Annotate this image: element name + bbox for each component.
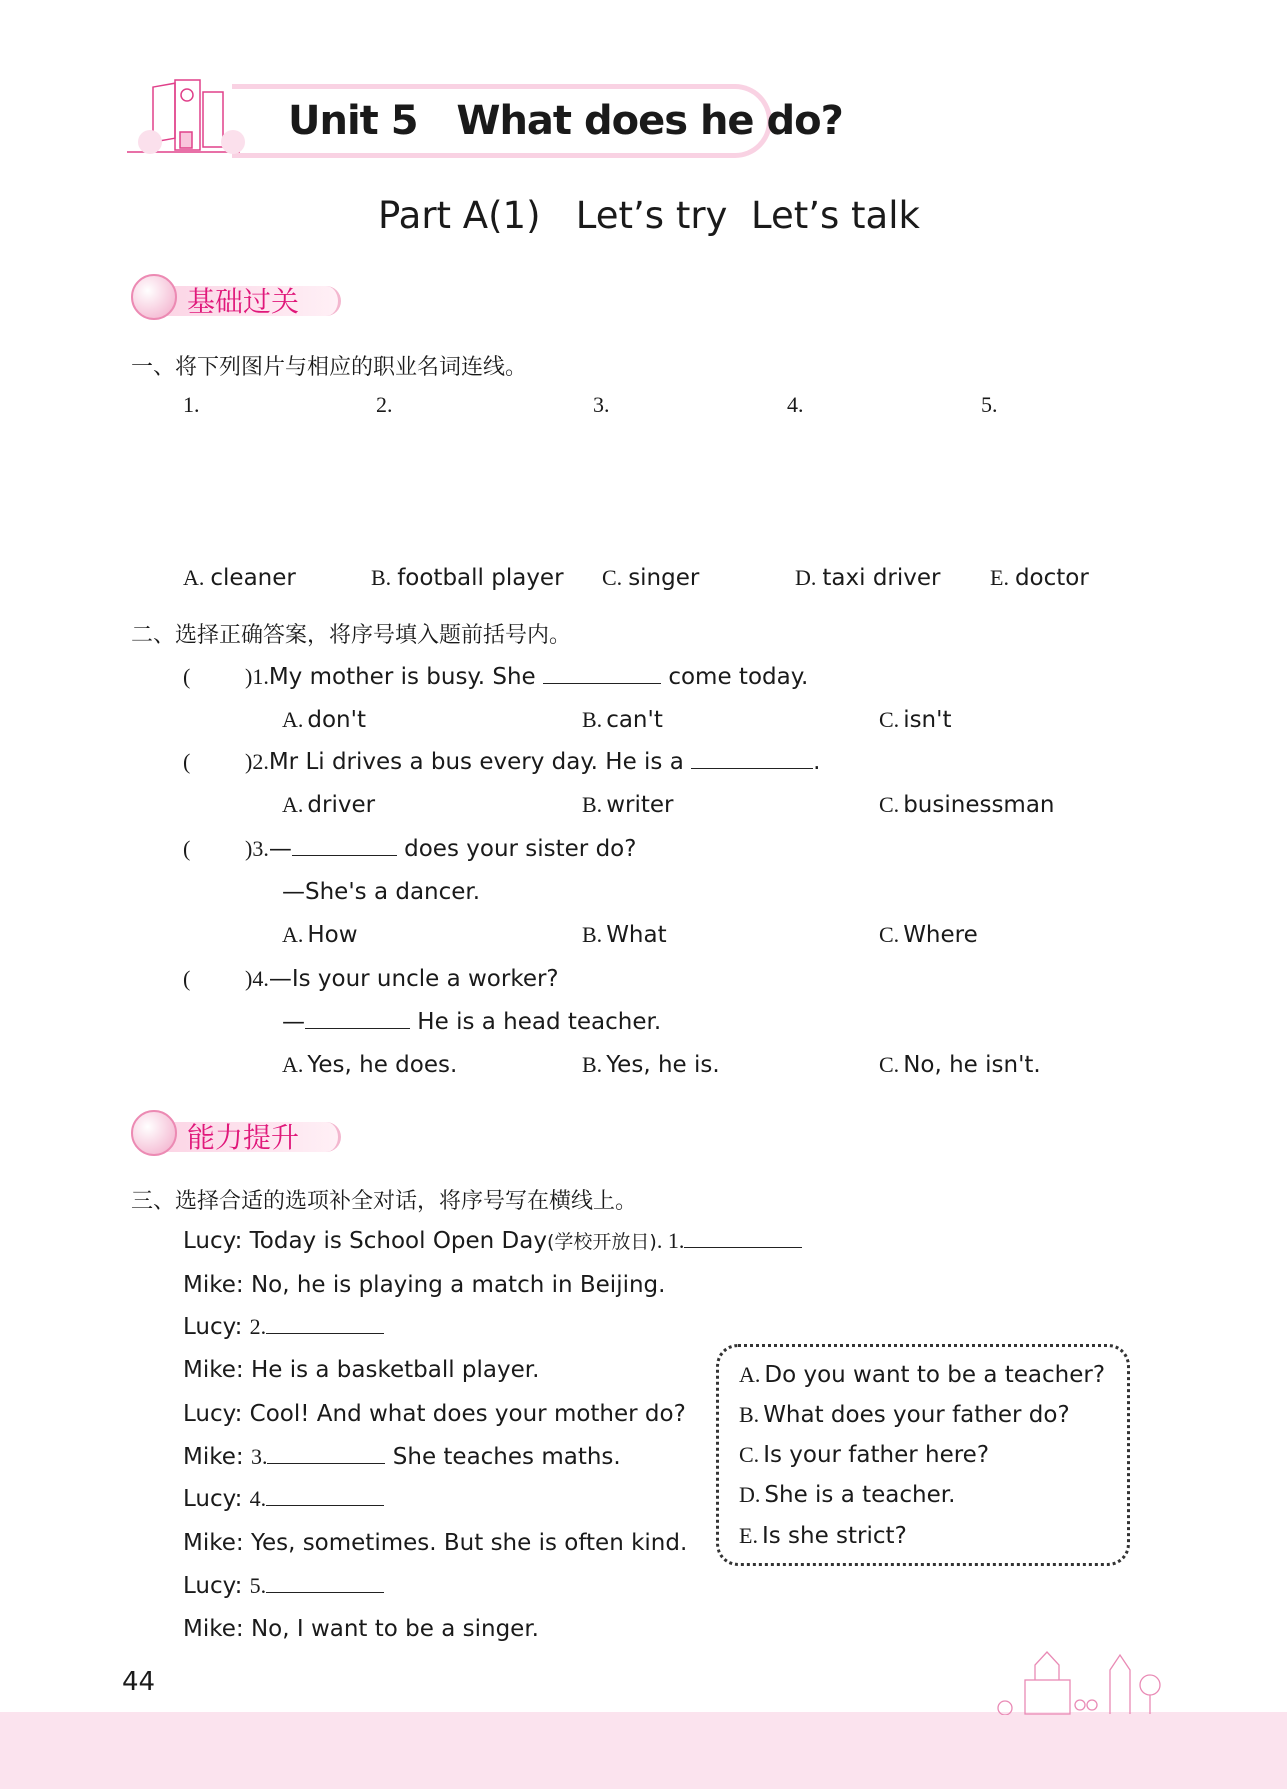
- footer-band: [0, 1712, 1287, 1789]
- match-option: [371, 563, 564, 593]
- page-number: 44: [122, 1667, 156, 1697]
- question-text: Mr Li drives a bus every day. He is a: [268, 749, 692, 775]
- choice-text: She is a teacher.: [764, 1482, 956, 1508]
- item-number: 5.: [981, 392, 998, 417]
- option-letter: C.: [879, 1052, 900, 1077]
- choice-option[interactable]: [582, 1050, 720, 1080]
- question-number: )3.: [245, 836, 269, 861]
- option-text: driver: [307, 792, 376, 818]
- speaker: Lucy:: [183, 1401, 243, 1427]
- answer-blank[interactable]: [266, 1312, 384, 1334]
- question-text: —Is your uncle a worker?: [268, 966, 559, 992]
- line-text: Today is School Open Day: [242, 1228, 547, 1254]
- question-number: )2.: [245, 749, 269, 774]
- question-text: does your sister do?: [396, 836, 637, 862]
- option-letter: B.: [582, 707, 603, 732]
- question-number: )1.: [245, 664, 269, 689]
- choice-text: Is she strict?: [761, 1523, 907, 1549]
- q1-instruction: 一、将下列图片与相应的职业名词连线。: [131, 355, 528, 380]
- item-number: 4.: [787, 392, 804, 417]
- speaker: Mike:: [183, 1616, 244, 1642]
- speaker: Lucy:: [183, 1573, 243, 1599]
- answer-blank[interactable]: [267, 1442, 385, 1464]
- line-text: Cool! And what does your mother do?: [242, 1401, 686, 1427]
- choice-letter: A.: [739, 1362, 761, 1387]
- question-text: —She's a dancer.: [282, 879, 481, 905]
- option-text: isn't: [903, 707, 952, 733]
- choice-letter: E.: [739, 1523, 758, 1548]
- dialogue-line: [183, 1442, 621, 1472]
- choice-option[interactable]: [582, 920, 667, 950]
- question-row: [183, 662, 808, 692]
- option-letter: A.: [282, 707, 304, 732]
- speaker: Mike:: [183, 1357, 244, 1383]
- question-text: —: [268, 836, 292, 862]
- dialogue-line: [183, 1270, 665, 1300]
- answer-blank[interactable]: [266, 1484, 384, 1506]
- q2-instruction: 二、选择正确答案，将序号填入题前括号内。: [131, 623, 572, 648]
- answer-paren[interactable]: (: [183, 966, 191, 991]
- section-banner-advanced: [131, 1108, 343, 1160]
- chinese-note: (学校开放日): [546, 1231, 657, 1253]
- question-line2: [282, 877, 480, 907]
- choice-text: What does your father do?: [763, 1402, 1070, 1428]
- line-text: [242, 1573, 249, 1599]
- choice-letter: C.: [739, 1442, 760, 1467]
- choice-text: Do you want to be a teacher?: [764, 1362, 1106, 1388]
- item-number: 3.: [593, 392, 610, 417]
- option-text: businessman: [903, 792, 1055, 818]
- blank-number: 3.: [250, 1444, 268, 1469]
- line-text: [244, 1444, 251, 1470]
- globe-icon: [131, 274, 177, 320]
- speaker: Mike:: [183, 1272, 244, 1298]
- option-letter: A.: [282, 922, 304, 947]
- option-text: What: [606, 922, 667, 948]
- castle-decoration-icon: [990, 1650, 1170, 1715]
- answer-blank[interactable]: [305, 1007, 410, 1029]
- dialogue-line: [183, 1571, 384, 1601]
- choice-option[interactable]: [282, 705, 366, 735]
- line-text: No, I want to be a singer.: [243, 1616, 539, 1642]
- option-text: Yes, he is.: [606, 1052, 720, 1078]
- q3-instruction: 三、选择合适的选项补全对话，将序号写在横线上。: [131, 1189, 638, 1214]
- option-letter: D.: [795, 565, 817, 590]
- option-text: doctor: [1014, 565, 1089, 591]
- option-letter: C.: [879, 792, 900, 817]
- question-number: )4.: [245, 966, 269, 991]
- dialogue-line: [183, 1355, 539, 1385]
- option-text: football player: [397, 565, 564, 591]
- dialogue-line: [183, 1484, 384, 1514]
- choice-option[interactable]: [582, 790, 673, 820]
- option-text: Where: [903, 922, 978, 948]
- answer-blank[interactable]: [292, 834, 397, 856]
- speaker: Mike:: [183, 1444, 244, 1470]
- option-text: can't: [606, 707, 663, 733]
- line-text: [242, 1314, 249, 1340]
- choice-item: [739, 1400, 1070, 1430]
- line-text: He is a basketball player.: [243, 1357, 540, 1383]
- answer-paren[interactable]: (: [183, 836, 191, 861]
- match-option: [183, 563, 296, 593]
- answer-blank[interactable]: [543, 662, 661, 684]
- choice-item: [739, 1521, 907, 1551]
- section-banner-basic: [131, 272, 343, 324]
- speaker: Mike:: [183, 1530, 244, 1556]
- option-text: writer: [606, 792, 674, 818]
- match-option: [990, 563, 1089, 593]
- question-text: He is a head teacher.: [410, 1009, 662, 1035]
- option-letter: A.: [282, 1052, 304, 1077]
- choice-item: [739, 1440, 989, 1470]
- option-letter: B.: [582, 1052, 603, 1077]
- option-letter: C.: [879, 922, 900, 947]
- option-letter: E.: [990, 565, 1009, 590]
- option-text: cleaner: [210, 565, 296, 591]
- unit-title: Unit 5 What does he do?: [288, 98, 843, 144]
- choice-option[interactable]: [282, 1050, 457, 1080]
- option-letter: C.: [602, 565, 623, 590]
- choice-option[interactable]: [879, 920, 978, 950]
- dialogue-line: [183, 1614, 539, 1644]
- answer-paren[interactable]: (: [183, 664, 191, 689]
- blank-number: 4.: [249, 1486, 267, 1511]
- line-text: No, he is playing a match in Beijing.: [243, 1272, 666, 1298]
- option-letter: B.: [582, 792, 603, 817]
- speaker: Lucy:: [183, 1228, 243, 1254]
- choice-item: [739, 1480, 955, 1510]
- item-number: 2.: [376, 392, 393, 417]
- match-option: [795, 563, 940, 593]
- choice-option[interactable]: [282, 920, 358, 950]
- option-text: How: [307, 922, 358, 948]
- dialogue-line: [183, 1528, 687, 1558]
- blank-number: 5.: [249, 1573, 267, 1598]
- option-letter: A.: [183, 565, 205, 590]
- answer-blank[interactable]: [266, 1571, 384, 1593]
- choice-option[interactable]: [282, 790, 375, 820]
- section-title: 基础过关: [187, 285, 300, 318]
- question-row: [183, 747, 820, 777]
- globe-icon: [131, 1110, 177, 1156]
- choice-letter: D.: [739, 1482, 761, 1507]
- question-row: [183, 834, 636, 864]
- question-text: come today.: [661, 664, 809, 690]
- choice-option[interactable]: [879, 705, 951, 735]
- blank-number: . 1.: [656, 1228, 685, 1253]
- answer-blank[interactable]: [684, 1226, 802, 1248]
- option-text: singer: [628, 565, 700, 591]
- answer-blank[interactable]: [691, 747, 813, 769]
- choice-letter: B.: [739, 1402, 760, 1427]
- answer-paren[interactable]: (: [183, 749, 191, 774]
- option-text: don't: [307, 707, 366, 733]
- option-text: taxi driver: [822, 565, 941, 591]
- choice-text: Is your father here?: [763, 1442, 990, 1468]
- line-text: [242, 1486, 249, 1512]
- choice-option[interactable]: [582, 705, 663, 735]
- option-text: Yes, he does.: [307, 1052, 458, 1078]
- school-building-icon: [125, 62, 255, 162]
- option-letter: C.: [879, 707, 900, 732]
- choice-item: [739, 1360, 1105, 1390]
- dialogue-line: [183, 1226, 802, 1257]
- option-letter: B.: [582, 922, 603, 947]
- question-row: [183, 964, 559, 994]
- choice-option[interactable]: [879, 790, 1055, 820]
- speaker: Lucy:: [183, 1314, 243, 1340]
- blank-number: 2.: [249, 1314, 267, 1339]
- option-letter: A.: [282, 792, 304, 817]
- dialogue-line: [183, 1399, 686, 1429]
- line-text: She teaches maths.: [385, 1444, 621, 1470]
- section-title: 能力提升: [187, 1121, 300, 1154]
- dialogue-line: [183, 1312, 384, 1342]
- item-number: 1.: [183, 392, 200, 417]
- speaker: Lucy:: [183, 1486, 243, 1512]
- question-text: My mother is busy. She: [268, 664, 544, 690]
- option-letter: B.: [371, 565, 392, 590]
- question-line2: — He is a head teacher.: [282, 1009, 662, 1035]
- match-option: [602, 563, 699, 593]
- line-text: Yes, sometimes. But she is often kind.: [243, 1530, 688, 1556]
- part-title: Part A(1) Let’s try Let’s talk: [378, 194, 920, 237]
- option-text: No, he isn't.: [903, 1052, 1041, 1078]
- question-text: .: [813, 749, 821, 775]
- choice-option[interactable]: [879, 1050, 1041, 1080]
